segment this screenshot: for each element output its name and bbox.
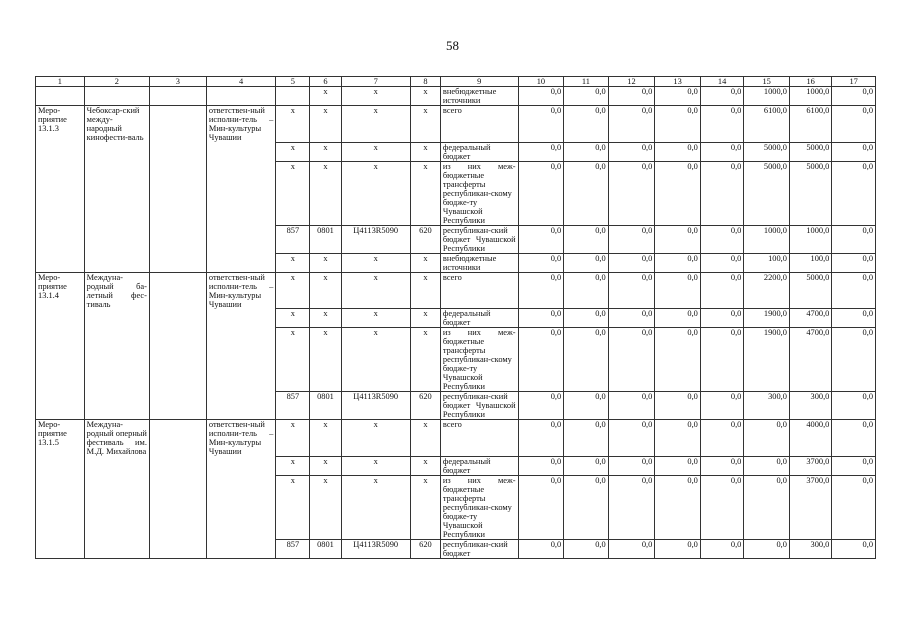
table-cell: Ц4113R5090 <box>341 392 410 420</box>
table-cell <box>206 253 275 272</box>
table-cell: x <box>410 272 440 309</box>
table-cell: 0,0 <box>744 420 790 457</box>
table-cell: 0,0 <box>832 161 876 225</box>
table-cell: 0,0 <box>518 272 564 309</box>
table-cell: 2200,0 <box>744 272 790 309</box>
table-cell: x <box>341 253 410 272</box>
table-cell: 0,0 <box>608 309 655 328</box>
table-cell: x <box>341 420 410 457</box>
table-cell: 0,0 <box>700 475 744 539</box>
table-cell: 0,0 <box>518 161 564 225</box>
col-header: 14 <box>700 77 744 87</box>
table-cell: Междуна-родный ба-летный фес-тиваль <box>84 272 149 309</box>
table-cell: 0,0 <box>518 142 564 161</box>
table-cell: Меро-приятие 13.1.3 <box>36 106 85 143</box>
table-cell: Меро-приятие 13.1.5 <box>36 420 85 457</box>
table-cell: x <box>276 475 310 539</box>
table-cell: x <box>276 309 310 328</box>
table-cell <box>84 539 149 558</box>
table-cell: 5000,0 <box>744 161 790 225</box>
table-cell: x <box>410 87 440 106</box>
table-cell <box>84 309 149 328</box>
table-cell <box>84 225 149 253</box>
table-cell <box>36 161 85 225</box>
table-cell: x <box>310 328 341 392</box>
table-cell: 620 <box>410 225 440 253</box>
funding-source-cell: всего <box>440 106 518 143</box>
funding-source-cell: всего <box>440 420 518 457</box>
table-cell <box>149 420 206 457</box>
table-row <box>36 87 876 106</box>
table-cell: 0,0 <box>655 87 701 106</box>
table-cell: 0,0 <box>564 420 609 457</box>
table-cell <box>149 539 206 558</box>
table-cell: 0,0 <box>608 420 655 457</box>
table-cell: 0,0 <box>744 456 790 475</box>
table-cell: x <box>310 87 341 106</box>
table-cell: 0,0 <box>518 106 564 143</box>
table-row <box>36 392 876 420</box>
table-cell: 0,0 <box>518 456 564 475</box>
table-cell: ответствен-ный исполни-тель – Мин-культуры Чувашии <box>206 106 275 143</box>
table-cell: Ц4113R5090 <box>341 225 410 253</box>
table-cell <box>36 253 85 272</box>
col-header: 17 <box>832 77 876 87</box>
table-cell <box>206 225 275 253</box>
table-cell: 0,0 <box>608 161 655 225</box>
col-header: 8 <box>410 77 440 87</box>
table-cell: 0,0 <box>564 253 609 272</box>
table-cell: 0,0 <box>608 253 655 272</box>
table-cell <box>36 309 85 328</box>
table-cell: 0,0 <box>655 161 701 225</box>
table-cell: 5000,0 <box>789 272 831 309</box>
table-cell: x <box>410 253 440 272</box>
table-cell: x <box>276 456 310 475</box>
table-cell <box>149 87 206 106</box>
table-row <box>36 161 876 225</box>
table-cell: 0,0 <box>832 225 876 253</box>
table-cell: 0,0 <box>564 161 609 225</box>
table-cell: ответствен-ный исполни-тель – Мин-культуры Чувашии <box>206 420 275 457</box>
table-cell: x <box>276 253 310 272</box>
table-cell: 0,0 <box>700 87 744 106</box>
table-cell: x <box>276 106 310 143</box>
table-cell: 0,0 <box>832 142 876 161</box>
table-cell: 0,0 <box>700 328 744 392</box>
table-cell: 0,0 <box>564 272 609 309</box>
table-cell: x <box>310 420 341 457</box>
table-cell <box>84 161 149 225</box>
table-cell: 0,0 <box>832 420 876 457</box>
table-cell <box>36 456 85 475</box>
table-cell: 0,0 <box>700 253 744 272</box>
table-cell: 5000,0 <box>789 142 831 161</box>
table-cell: x <box>310 142 341 161</box>
table-cell: 100,0 <box>744 253 790 272</box>
table-cell: x <box>310 272 341 309</box>
table-cell: x <box>341 309 410 328</box>
table-cell: 0801 <box>310 539 341 558</box>
table-cell: 0,0 <box>832 272 876 309</box>
table-cell <box>149 456 206 475</box>
table-cell: x <box>410 475 440 539</box>
table-cell: 0,0 <box>832 253 876 272</box>
table-cell: 0,0 <box>608 142 655 161</box>
table-cell: 0,0 <box>832 309 876 328</box>
table-cell: x <box>410 142 440 161</box>
table-row <box>36 309 876 328</box>
table-cell: x <box>410 328 440 392</box>
table-cell: 0,0 <box>700 225 744 253</box>
col-header: 10 <box>518 77 564 87</box>
table-cell: 300,0 <box>789 392 831 420</box>
table-cell: 0,0 <box>608 475 655 539</box>
col-header: 3 <box>149 77 206 87</box>
table-cell: ответствен-ный исполни-тель – Мин-культуры Чувашии <box>206 272 275 309</box>
table-cell: 0,0 <box>744 539 790 558</box>
table-cell: 4700,0 <box>789 309 831 328</box>
table-cell: 4700,0 <box>789 328 831 392</box>
table-row <box>36 475 876 539</box>
table-cell: 620 <box>410 392 440 420</box>
table-cell: 0,0 <box>608 225 655 253</box>
table-cell <box>149 475 206 539</box>
table-cell: 0,0 <box>608 87 655 106</box>
table-cell: 0,0 <box>655 420 701 457</box>
col-header: 6 <box>310 77 341 87</box>
table-cell: 0,0 <box>700 161 744 225</box>
col-header: 13 <box>655 77 701 87</box>
table-cell: 0,0 <box>518 420 564 457</box>
table-cell: 5000,0 <box>744 142 790 161</box>
table-cell: 0,0 <box>832 539 876 558</box>
table-cell: x <box>341 87 410 106</box>
table-cell: x <box>276 161 310 225</box>
col-header: 1 <box>36 77 85 87</box>
table-cell <box>84 253 149 272</box>
table-cell <box>36 87 85 106</box>
table-cell: x <box>310 161 341 225</box>
table-cell: x <box>410 161 440 225</box>
table-cell <box>206 328 275 392</box>
table-cell: 0,0 <box>700 420 744 457</box>
table-cell <box>149 253 206 272</box>
table-cell <box>36 142 85 161</box>
table-cell: 857 <box>276 225 310 253</box>
table-cell: 0,0 <box>700 106 744 143</box>
table-cell <box>206 475 275 539</box>
table-cell: 4000,0 <box>789 420 831 457</box>
funding-source-cell: всего <box>440 272 518 309</box>
budget-table <box>35 76 876 559</box>
table-cell: 0,0 <box>608 392 655 420</box>
table-cell: x <box>410 309 440 328</box>
table-cell: 0,0 <box>608 272 655 309</box>
table-cell: 1000,0 <box>744 87 790 106</box>
table-cell: Меро-приятие 13.1.4 <box>36 272 85 309</box>
table-cell <box>149 225 206 253</box>
table-cell <box>36 475 85 539</box>
table-cell: 0,0 <box>564 392 609 420</box>
table-row <box>36 539 876 558</box>
table-cell: 0,0 <box>518 475 564 539</box>
table-cell: 0,0 <box>564 456 609 475</box>
table-cell: 300,0 <box>744 392 790 420</box>
table-cell: 5000,0 <box>789 161 831 225</box>
funding-source-cell: республикан-ский бюджет Чувашской Республики <box>440 225 518 253</box>
table-cell: 0,0 <box>655 392 701 420</box>
table-cell: 0,0 <box>655 328 701 392</box>
table-cell: x <box>276 272 310 309</box>
table-cell <box>149 161 206 225</box>
table-row <box>36 106 876 143</box>
table-cell: 0,0 <box>655 106 701 143</box>
table-cell: 100,0 <box>789 253 831 272</box>
table-cell <box>84 328 149 392</box>
col-header: 15 <box>744 77 790 87</box>
table-cell: 0,0 <box>700 142 744 161</box>
table-cell: 0,0 <box>608 456 655 475</box>
col-header: 7 <box>341 77 410 87</box>
table-cell: Междуна-родный оперный фестиваль им. М.Д. Михайлова <box>84 420 149 457</box>
table-row <box>36 328 876 392</box>
table-cell <box>206 539 275 558</box>
table-cell: x <box>410 456 440 475</box>
table-cell <box>149 328 206 392</box>
table-cell: x <box>276 420 310 457</box>
table-cell: x <box>276 328 310 392</box>
table-cell: x <box>310 475 341 539</box>
table-cell: 0,0 <box>832 456 876 475</box>
table-cell: 0,0 <box>564 328 609 392</box>
funding-source-cell: федеральный бюджет <box>440 456 518 475</box>
table-cell: 0,0 <box>744 475 790 539</box>
funding-source-cell: федеральный бюджет <box>440 309 518 328</box>
header-row <box>36 77 876 87</box>
table-cell: 0,0 <box>518 309 564 328</box>
table-cell: 0,0 <box>700 392 744 420</box>
table-cell: 1000,0 <box>744 225 790 253</box>
table-cell: 1000,0 <box>789 87 831 106</box>
table-cell: Чебоксар-ский между-народный кинофести-валь <box>84 106 149 143</box>
table-cell: 0,0 <box>700 309 744 328</box>
funding-source-cell: из них меж-бюджетные трансферты республикан-скому бюдже-ту Чувашской Республики <box>440 328 518 392</box>
table-cell: 0,0 <box>608 539 655 558</box>
table-cell: 0,0 <box>655 142 701 161</box>
table-cell <box>84 475 149 539</box>
table-cell: 3700,0 <box>789 475 831 539</box>
table-row <box>36 253 876 272</box>
table-cell <box>206 392 275 420</box>
table-cell: 0,0 <box>655 225 701 253</box>
table-cell <box>36 328 85 392</box>
col-header: 16 <box>789 77 831 87</box>
table-cell: 1000,0 <box>789 225 831 253</box>
table-cell: 0,0 <box>518 253 564 272</box>
table-cell: x <box>341 475 410 539</box>
table-cell: x <box>410 420 440 457</box>
table-cell: 1900,0 <box>744 309 790 328</box>
col-header: 12 <box>608 77 655 87</box>
table-cell: 0,0 <box>832 87 876 106</box>
table-cell: x <box>276 142 310 161</box>
table-cell: 0801 <box>310 392 341 420</box>
table-cell: 0,0 <box>655 309 701 328</box>
table-cell <box>84 456 149 475</box>
col-header: 9 <box>440 77 518 87</box>
table-cell: x <box>341 272 410 309</box>
table-cell: 0,0 <box>564 475 609 539</box>
table-row <box>36 142 876 161</box>
table-cell <box>36 225 85 253</box>
table-cell: 300,0 <box>789 539 831 558</box>
table-cell: 0,0 <box>564 106 609 143</box>
table-cell: 857 <box>276 539 310 558</box>
table-cell: 620 <box>410 539 440 558</box>
table-row <box>36 225 876 253</box>
table-cell: 857 <box>276 392 310 420</box>
col-header: 4 <box>206 77 275 87</box>
table-cell <box>206 161 275 225</box>
table-cell: 0,0 <box>608 106 655 143</box>
table-cell: 0,0 <box>832 475 876 539</box>
table-cell: x <box>310 253 341 272</box>
table-cell: x <box>341 161 410 225</box>
table-cell: x <box>410 106 440 143</box>
table-cell <box>149 106 206 143</box>
funding-source-cell: республикан-ский бюджет Чувашской Республики <box>440 392 518 420</box>
table-cell: 0,0 <box>518 392 564 420</box>
col-header: 2 <box>84 77 149 87</box>
table-cell: 0,0 <box>655 539 701 558</box>
table-cell: 0,0 <box>608 328 655 392</box>
table-cell <box>149 392 206 420</box>
table-row <box>36 272 876 309</box>
table-cell: 1900,0 <box>744 328 790 392</box>
table-cell <box>36 392 85 420</box>
table-cell: x <box>310 309 341 328</box>
table-cell: x <box>310 106 341 143</box>
table-cell: x <box>341 456 410 475</box>
table-cell <box>206 309 275 328</box>
table-row <box>36 420 876 457</box>
table-cell: x <box>341 328 410 392</box>
table-cell <box>84 392 149 420</box>
table-cell: x <box>341 142 410 161</box>
table-cell: 0,0 <box>564 225 609 253</box>
table-cell <box>149 272 206 309</box>
col-header: 11 <box>564 77 609 87</box>
table-cell: 0,0 <box>655 272 701 309</box>
table-cell: Ц4113R5090 <box>341 539 410 558</box>
table-cell: 0,0 <box>518 87 564 106</box>
table-cell <box>206 142 275 161</box>
col-header: 5 <box>276 77 310 87</box>
funding-source-cell: федеральный бюджет <box>440 142 518 161</box>
table-cell <box>206 87 275 106</box>
table-cell <box>84 87 149 106</box>
funding-source-cell: республикан-ский бюджет <box>440 539 518 558</box>
table-cell: 0,0 <box>564 309 609 328</box>
table-cell <box>36 539 85 558</box>
table-cell: 0,0 <box>564 87 609 106</box>
table-cell: 0,0 <box>655 456 701 475</box>
table-cell: 0,0 <box>564 539 609 558</box>
table-cell: 0,0 <box>655 253 701 272</box>
table-cell: 3700,0 <box>789 456 831 475</box>
table-body <box>36 87 876 559</box>
table-cell: 0,0 <box>655 475 701 539</box>
table-cell: 0,0 <box>700 272 744 309</box>
funding-source-cell: внебюджетные источники <box>440 87 518 106</box>
table-cell: x <box>310 456 341 475</box>
funding-source-cell: из них меж-бюджетные трансферты республикан-скому бюдже-ту Чувашской Республики <box>440 475 518 539</box>
table-cell <box>149 309 206 328</box>
table-cell: 0,0 <box>832 106 876 143</box>
funding-source-cell: из них меж-бюджетные трансферты республикан-скому бюдже-ту Чувашской Республики <box>440 161 518 225</box>
table-cell: 0,0 <box>832 392 876 420</box>
table-cell: 0,0 <box>518 225 564 253</box>
table-cell: 6100,0 <box>744 106 790 143</box>
table-cell <box>149 142 206 161</box>
table-cell: 0,0 <box>700 539 744 558</box>
table-cell: 0,0 <box>518 328 564 392</box>
table-cell: x <box>341 106 410 143</box>
table-cell: 0,0 <box>832 328 876 392</box>
table-cell: 6100,0 <box>789 106 831 143</box>
page-number: 58 <box>446 38 459 53</box>
table-cell <box>206 456 275 475</box>
table-cell: 0,0 <box>518 539 564 558</box>
table-row <box>36 456 876 475</box>
table-cell: 0801 <box>310 225 341 253</box>
table-cell: 0,0 <box>564 142 609 161</box>
table-cell <box>84 142 149 161</box>
table-cell: 0,0 <box>700 456 744 475</box>
funding-source-cell: внебюджетные источники <box>440 253 518 272</box>
table-cell <box>276 87 310 106</box>
